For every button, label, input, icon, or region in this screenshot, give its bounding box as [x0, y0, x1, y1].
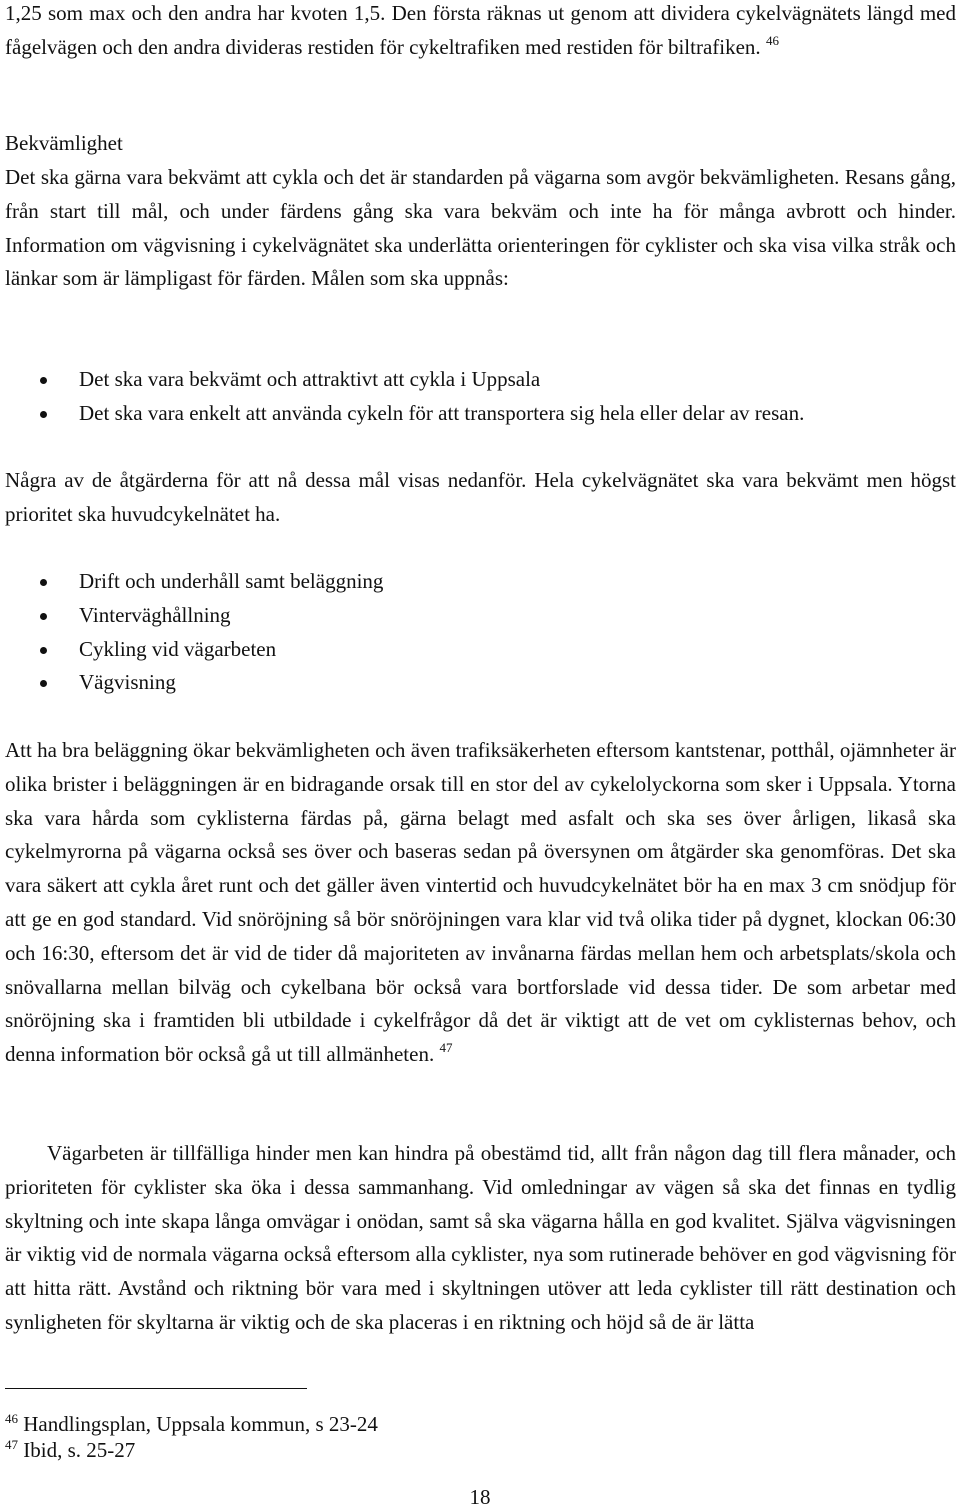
footnote-ref-46: 46	[765, 32, 779, 48]
bullet-icon	[40, 680, 47, 687]
page-number: 18	[469, 1485, 491, 1509]
footnote-47	[5, 1437, 135, 1464]
list-item	[0, 666, 383, 700]
measures-intro-paragraph: Några av de åtgärderna för att nå dessa mål visas nedanför. Hela cykelvägnätet ska vara bekvämt men högst prioritet ska huvudcykelnätet ha.	[5, 468, 956, 526]
footnote-text: Ibid, s. 25-27	[23, 1438, 136, 1462]
footnote-46	[5, 1411, 378, 1438]
section-heading: Bekvämlighet	[5, 131, 123, 155]
footnote-separator	[5, 1388, 307, 1389]
measure-text: Vägvisning	[79, 670, 176, 695]
bullet-icon	[40, 613, 47, 620]
intro-text: 1,25 som max och den andra har kvoten 1,5. Den första räknas ut genom att dividera cykelvägnätets längd med fågelvägen och den andra divideras restiden för cykeltrafiken med restiden för biltrafiken.	[5, 1, 956, 59]
list-item	[0, 599, 383, 633]
footnote-ref-47: 47	[439, 1040, 453, 1056]
footnote-number: 47	[5, 1437, 18, 1452]
footnote-number: 46	[5, 1411, 18, 1426]
list-item	[0, 633, 383, 667]
goal-text: Det ska vara enkelt att använda cykeln för att transportera sig hela eller delar av resan.	[79, 400, 805, 425]
measure-text: Cykling vid vägarbeten	[79, 636, 277, 661]
bullet-icon	[40, 377, 47, 384]
list-item	[0, 363, 804, 397]
bullet-icon	[40, 647, 47, 654]
bekvamlighet-paragraph: Det ska gärna vara bekvämt att cykla och det är standarden på vägarna som avgör bekvämligheten. Resans gång, från start till mål, och under färdens gång ska vara bekväm och inte ha för många avbrott och hinder. Information om vägvisning i cykelvägnätet ska underlätta orienteringen för cyklister och ska visa vilka stråk och länkar som är lämpligast för färden. Målen som ska uppnås:	[5, 165, 956, 291]
list-item	[0, 397, 804, 431]
bullet-icon	[40, 579, 47, 586]
measure-text: Vinterväghållning	[79, 602, 231, 627]
roadworks-paragraph: Vägarbeten är tillfälliga hinder men kan hindra på obestämd tid, allt från någon dag till flera månader, och prioriteten för cyklister ska öka i dessa sammanhang. Vid omledningar av vägen så ska det finnas en tydlig skyltning och inte skapa långa omvägar i onödan, samt så ska vägarna hålla en god kvalitet. Själva vägvisningen är viktig vid de normala vägarna också eftersom alla cyklister, nya som rutinerade behöver en god vägvisning för att hitta rätt. Avstånd och riktning bör vara med i skyltningen utöver att leda cyklister till rätt destination och synligheten för skyltarna är viktig och de ska placeras i en riktning och höjd så de är lätta	[5, 1141, 956, 1334]
goals-list	[0, 363, 804, 431]
measure-text: Drift och underhåll samt beläggning	[79, 569, 384, 593]
list-item	[0, 565, 383, 599]
goal-text: Det ska vara bekvämt och attraktivt att cykla i Uppsala	[79, 367, 541, 391]
surface-text: Att ha bra beläggning ökar bekvämligheten och även trafiksäkerheten eftersom kantstenar, potthål, ojämnheter är olika brister i beläggningen är en bidragande orsak till en stor del av cykelolyckorna som sker i Uppsala. Ytorna ska vara hårda som cyklisterna färdas på, gärna belagt med asfalt och ska ses över årligen, likaså ska cykelmyrorna på vägarna också ses över och baseras sedan på översynen om åtgärder ska genomföras. Det ska vara säkert att cykla året runt och det gäller även vintertid och huvudcykelnätet bör ha en max 3 cm snödjup för att ge en god standard. Vid snöröjning så bör snöröjningen vara klar vid två olika tider på dygnet, klockan 06:30 och 16:30, eftersom det är vid de tider då majoriteten av invånarna färdas mellan hem och arbetsplats/skola och snövallarna mellan bilväg och cykelbana bör också vara bortforslade vid dessa tider. De som arbetar med snöröjning ska i framtiden bli utbildade i cykelfrågor då det är viktigt att de vet om cyklisternas behov, och denna information bör också gå ut till allmänheten.	[5, 738, 956, 1067]
footnote-text: Handlingsplan, Uppsala kommun, s 23-24	[23, 1412, 378, 1436]
bullet-icon	[40, 411, 47, 418]
intro-paragraph	[5, 0, 956, 65]
measures-list	[0, 565, 383, 700]
surface-paragraph	[5, 734, 956, 1072]
